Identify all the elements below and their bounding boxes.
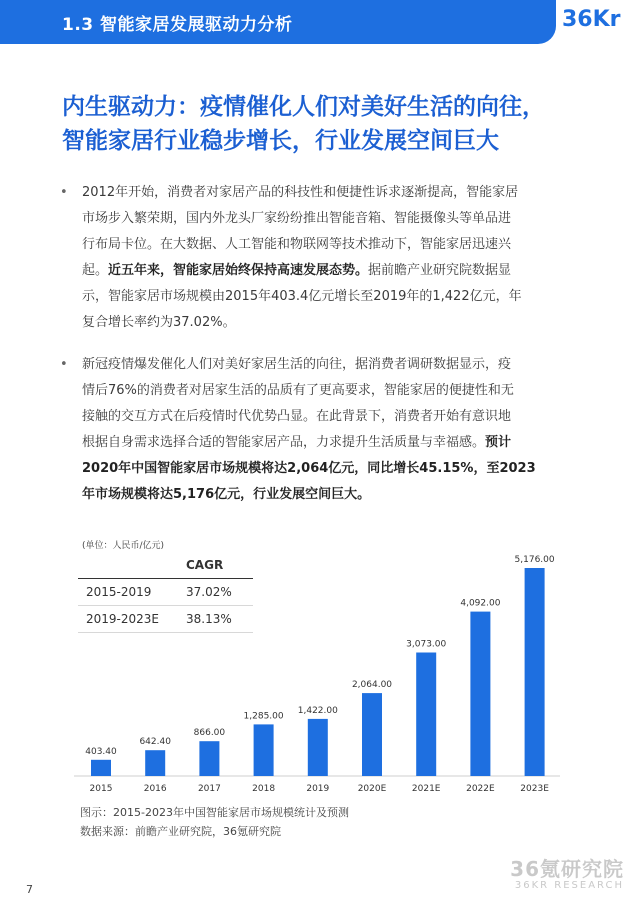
bar-2018 <box>254 724 274 776</box>
paragraph-2 <box>60 352 592 508</box>
data-label-2018: 1,285.00 <box>243 711 284 722</box>
tick-label-2016: 2016 <box>143 784 167 794</box>
p1-line: 示，智能家居市场规模由2015年403.4亿元增长至2019年的1,422亿元，年 <box>82 289 522 304</box>
cagr-period: 2015-2019 <box>86 585 152 599</box>
p1-line: 复合增长率约为37.02%。 <box>82 315 236 330</box>
cagr-table-header <box>78 552 253 579</box>
bar-2015 <box>91 760 111 776</box>
page-number: 7 <box>26 883 33 896</box>
tick-label-2023E: 2023E <box>520 784 549 794</box>
p2-line: 情后76%的消费者对居家生活的品质有了更高要求，智能家居的便捷性和无 <box>82 383 514 398</box>
p2-line: 接触的交互方式在后疫情时代优势凸显。在此背景下，消费者开始有意识地 <box>82 409 512 424</box>
data-label-2023E: 5,176.00 <box>514 555 555 565</box>
table-row <box>78 579 253 606</box>
watermark-line2: 36KR RESEARCH <box>514 880 624 891</box>
main-title-line1: 内生驱动力：疫情催化人们对美好生活的向往， <box>62 94 545 120</box>
data-label-2022E: 4,092.00 <box>460 598 501 609</box>
bar-2016 <box>145 750 165 776</box>
cagr-value: 38.13% <box>186 612 232 626</box>
data-label-2016: 642.40 <box>139 737 171 748</box>
caption-source: 数据来源：前瞻产业研究院，36氪研究院 <box>80 825 281 838</box>
bar-2023E <box>525 568 545 776</box>
p1-line: 市场步入繁荣期，国内外龙头厂家纷纷推出智能音箱、智能摄像头等单品进 <box>82 211 512 226</box>
data-label-2019: 1,422.00 <box>297 705 338 716</box>
chart-caption <box>80 803 349 841</box>
tick-label-2020E: 2020E <box>357 784 387 794</box>
p2-bold-text: 2020年中国智能家居市场规模将达2,064亿元，同比增长45.15%，至2023 <box>82 461 536 476</box>
tick-label-2019: 2019 <box>306 784 330 794</box>
caption-title: 图示：2015-2023年中国智能家居市场规模统计及预测 <box>80 806 349 819</box>
bullet-icon: • <box>60 357 68 372</box>
cagr-period: 2019-2023E <box>86 612 159 626</box>
bar-2021E <box>416 653 436 777</box>
bar-2019 <box>308 719 328 776</box>
p2-bold-text: 年市场规模将达5,176亿元，行业发展空间巨大。 <box>82 487 371 502</box>
bar-2017 <box>199 741 219 776</box>
data-label-2021E: 3,073.00 <box>406 639 447 650</box>
cagr-header-label: CAGR <box>186 558 224 572</box>
bar-2020E <box>362 693 382 776</box>
watermark <box>510 853 624 891</box>
tick-label-2021E: 2021E <box>411 784 441 794</box>
tick-label-2022E: 2022E <box>466 784 495 794</box>
table-row <box>78 606 253 633</box>
p1-line: 2012年开始，消费者对家居产品的科技性和便捷性诉求逐渐提高，智能家居 <box>82 185 519 200</box>
p1-bold-text: 近五年来，智能家居始终保持高速发展态势。 <box>108 263 369 278</box>
bullet-icon: • <box>60 185 68 200</box>
cagr-table <box>78 552 253 633</box>
watermark-line1: 36氪研究院 <box>510 857 624 881</box>
p1-line: 起。 <box>82 263 109 278</box>
cagr-value: 37.02% <box>186 585 232 599</box>
p2-line: 新冠疫情爆发催化人们对美好家居生活的向往，据消费者调研数据显示，疫 <box>82 357 512 372</box>
p1-line: 据前瞻产业研究院数据显 <box>368 263 512 278</box>
section-header-bar <box>0 0 556 44</box>
section-title: 1.3 智能家居发展驱动力分析 <box>62 15 293 35</box>
logo-text: 36Kr <box>562 7 621 32</box>
36kr-logo <box>560 2 636 42</box>
p2-line: 根据自身需求选择合适的智能家居产品，力求提升生活质量与幸福感。 <box>82 435 486 450</box>
tick-label-2015: 2015 <box>89 784 113 794</box>
tick-label-2018: 2018 <box>252 784 276 794</box>
data-label-2020E: 2,064.00 <box>351 680 393 691</box>
main-title <box>62 90 622 158</box>
chart-unit-label: (单位：人民币/亿元) <box>82 541 165 551</box>
tick-label-2017: 2017 <box>197 784 221 794</box>
paragraph-1 <box>60 180 592 336</box>
p2-bold-text: 预计 <box>485 435 512 450</box>
bar-2022E <box>470 612 490 776</box>
main-title-line2: 智能家居行业稳步增长，行业发展空间巨大 <box>62 128 499 154</box>
data-label-2017: 866.00 <box>193 728 226 739</box>
data-label-2015: 403.40 <box>85 746 117 757</box>
p1-line: 行布局卡位。在大数据、人工智能和物联网等技术推动下，智能家居迅速兴 <box>82 237 512 252</box>
